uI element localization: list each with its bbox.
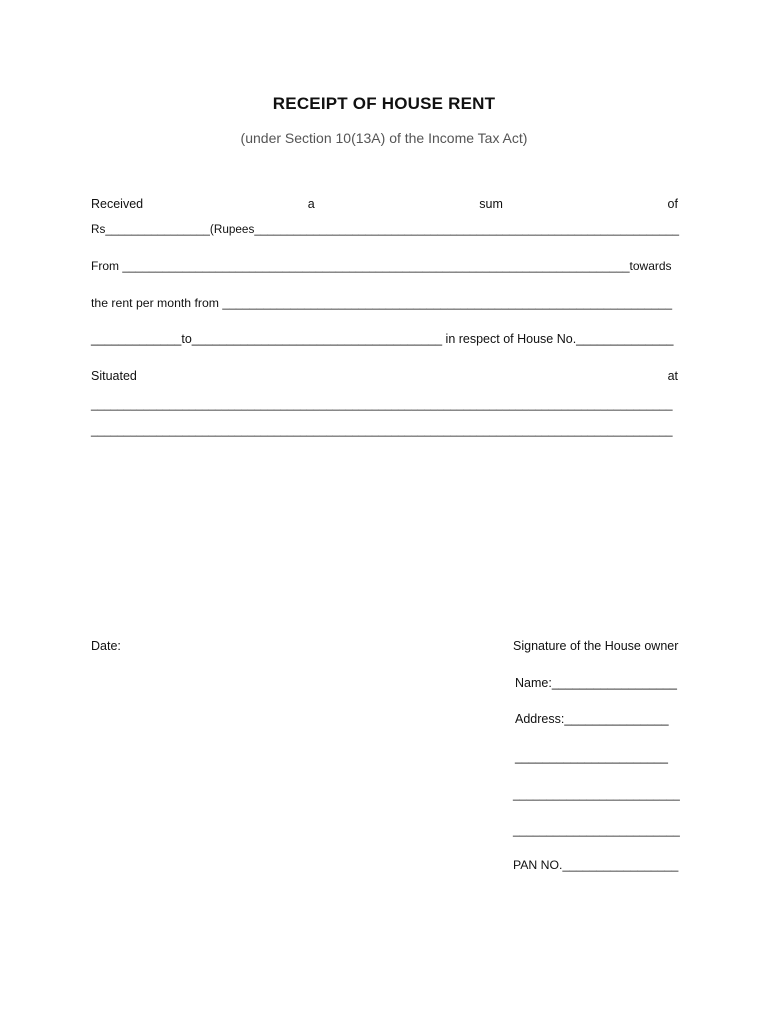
word-a: a bbox=[307, 197, 315, 211]
word-sum: sum bbox=[479, 197, 503, 211]
date-label: Date: bbox=[91, 639, 121, 653]
word-situated: Situated bbox=[91, 369, 137, 383]
word-received: Received bbox=[91, 197, 144, 211]
document-title: RECEIPT OF HOUSE RENT bbox=[272, 94, 496, 113]
line-rent-period: the rent per month from __________________________________________________________________ bbox=[91, 296, 673, 310]
line-from: From ____________________________________________________________________________towards bbox=[91, 259, 672, 273]
line-received bbox=[91, 197, 678, 211]
document-subtitle: (under Section 10(13A) of the Income Tax Act) bbox=[240, 130, 528, 146]
owner-address-line: Address:_______________ bbox=[515, 712, 669, 726]
address-blank-line-2: _________________________________________________________________________________________ bbox=[91, 424, 673, 437]
signature-label: Signature of the House owner bbox=[513, 639, 679, 653]
owner-address-blank-2: _________________________ bbox=[513, 787, 680, 801]
owner-address-blank-1: ______________________ bbox=[515, 750, 668, 764]
owner-address-blank-3: _________________________ bbox=[513, 823, 680, 837]
address-blank-line-1: _________________________________________________________________________________________ bbox=[91, 398, 673, 411]
word-at: at bbox=[667, 369, 678, 383]
owner-name-line: Name:__________________ bbox=[515, 676, 677, 690]
line-house-no: _____________to____________________________________ in respect of House No.______________ bbox=[91, 332, 674, 346]
pan-number-line: PAN NO._________________ bbox=[513, 858, 679, 872]
line-rupees: Rs________________(Rupees_________________________________________________________________ bbox=[91, 223, 680, 236]
word-of: of bbox=[667, 197, 678, 211]
line-situated bbox=[91, 369, 678, 383]
